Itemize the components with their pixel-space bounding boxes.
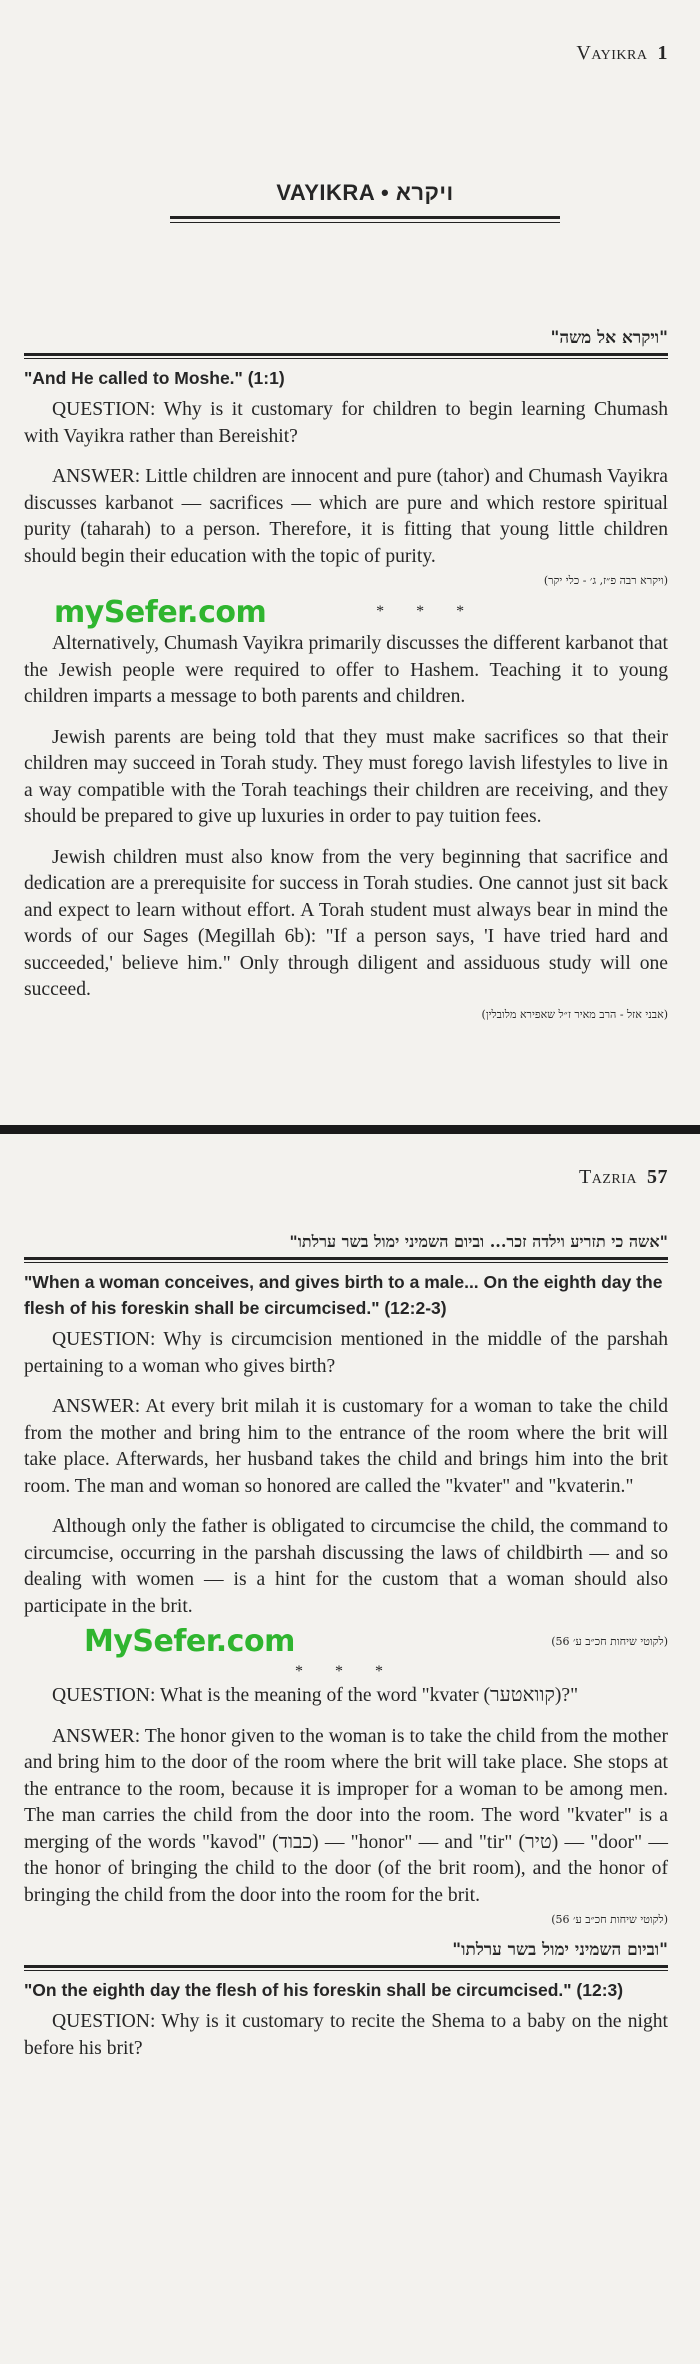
verse-quote: "And He called to Moshe." (1:1)	[24, 368, 285, 388]
paragraph: ANSWER: The honor given to the woman is to take the child from the mother and bring him to the door of the room where the brit will take place. She stops at the entrance to the room, because it is improper for a woman to be among men. The man carries the child from the door into the room. The word "kvater" is a merging of the words "kavod" (כבוד) — "honor" — and "tir" (טיר) — "door" — the honor of bringing the child to the door (of the brit room), and the honor of bringing the child from the door into the room for the brit.	[24, 1725, 668, 1906]
paragraph: Jewish children must also know from the very beginning that sacrifice and dedication are a prerequisite for success in Torah studies. One cannot just sit back and expect to learn without effort. A Torah student must always bear in mind the words of our Sages (Megillah 6b): "If a person says, 'I have tried hard and succeeded,' believe him." Only through diligent and assiduous study will one succeed.	[24, 846, 668, 1000]
paragraph: QUESTION: Why is it customary for children to begin learning Chumash with Vayikra rather than Bereishit?	[24, 399, 668, 447]
paragraph: ANSWER: Little children are innocent and pure (tahor) and Chumash Vayikra discusses karbanot — sacrifices — which are pure and which restore spiritual purity (taharah) to a person. Therefore, it is fitting that young little children should begin their education with the topic of purity.	[24, 466, 668, 567]
section-tazria	[24, 1232, 668, 2076]
source-citation: (ויקרא רבה פ״ז, ג׳ - כלי יקר)	[543, 574, 668, 587]
separator-row	[24, 1624, 668, 1659]
page-tazria	[0, 1134, 700, 2364]
running-head	[576, 42, 668, 65]
separator-row	[24, 594, 668, 630]
chapter-heading	[170, 180, 560, 223]
hebrew-verse-heading: "וביום השמיני ימול בשר ערלתו"	[24, 1940, 668, 1968]
paragraph: QUESTION: Why is circumcision mentioned in the middle of the parshah pertaining to a woman who gives birth?	[24, 1329, 668, 1377]
paragraph: QUESTION: What is the meaning of the word "kvater (קוואטער)?"	[52, 1685, 579, 1706]
divider	[24, 358, 668, 359]
page-vayikra	[0, 0, 700, 1125]
paragraph: Alternatively, Chumash Vayikra primarily discusses the different karbanot that the Jewish people were required to offer to Hashem. Teaching it to young children imparts a message to both parents and children.	[24, 633, 668, 707]
source-citation: (אבני אזל - הרב מאיר ז״ל שאפירא מלובלין)	[481, 1007, 668, 1021]
source-citation: (לקוטי שיחות חכ״ב ע׳ 56)	[551, 1913, 668, 1926]
chapter-rule	[170, 216, 560, 219]
divider	[24, 1970, 668, 1971]
divider	[24, 1262, 668, 1263]
hebrew-verse-heading: "אשה כי תזריע וילדה זכר... וביום השמיני ימול בשר ערלתו"	[24, 1232, 668, 1260]
running-head-title: Vayikra	[576, 42, 648, 64]
page-number: 1	[657, 42, 668, 64]
verse-quote: "When a woman conceives, and gives birth to a male... On the eighth day the flesh of his foreskin shall be circumcised." (12:2-3)	[24, 1272, 663, 1318]
paragraph: QUESTION: Why is it customary to recite the Shema to a baby on the night before his brit?	[24, 2011, 668, 2059]
paragraph: Jewish parents are being told that they must make sacrifices so that their children may succeed in Torah study. They must forego lavish lifestyles to live in a way compatible with the Torah teachings their children are receiving, and they should be prepared to give up luxuries in order to pay tuition fees.	[24, 726, 668, 827]
running-head-title: Tazria	[579, 1166, 637, 1188]
paragraph: ANSWER: At every brit milah it is customary for a woman to take the child from the mother and bring him to the entrance of the room where the brit will take place. Afterwards, her husband takes the child and brings him into the brit room. The man and woman so honored are called the "kvater" and "kvaterin."	[24, 1396, 668, 1497]
watermark-logo: mySefer.com	[54, 594, 267, 630]
running-head	[579, 1166, 668, 1189]
section-stars: * * *	[295, 1663, 397, 1680]
page-number: 57	[647, 1166, 668, 1188]
section-stars: * * *	[376, 603, 479, 620]
verse-quote: "On the eighth day the flesh of his foreskin shall be circumcised." (12:3)	[24, 1980, 624, 2000]
chapter-rule-thin	[170, 222, 560, 223]
paragraph: Although only the father is obligated to circumcise the child, the command to circumcise, occurring in the parshah discussing the laws of childbirth — and so dealing with women — is a hint for the custom that a woman should also participate in the brit.	[24, 1516, 668, 1617]
hebrew-verse-heading: "ויקרא אל משה"	[24, 328, 668, 356]
section-vayikra	[24, 328, 668, 1031]
source-citation: (לקוטי שיחות חכ״ב ע׳ 56)	[551, 1635, 668, 1648]
watermark-logo: MySefer.com	[84, 1624, 295, 1659]
chapter-title: VAYIKRA • ויקרא	[276, 180, 454, 205]
